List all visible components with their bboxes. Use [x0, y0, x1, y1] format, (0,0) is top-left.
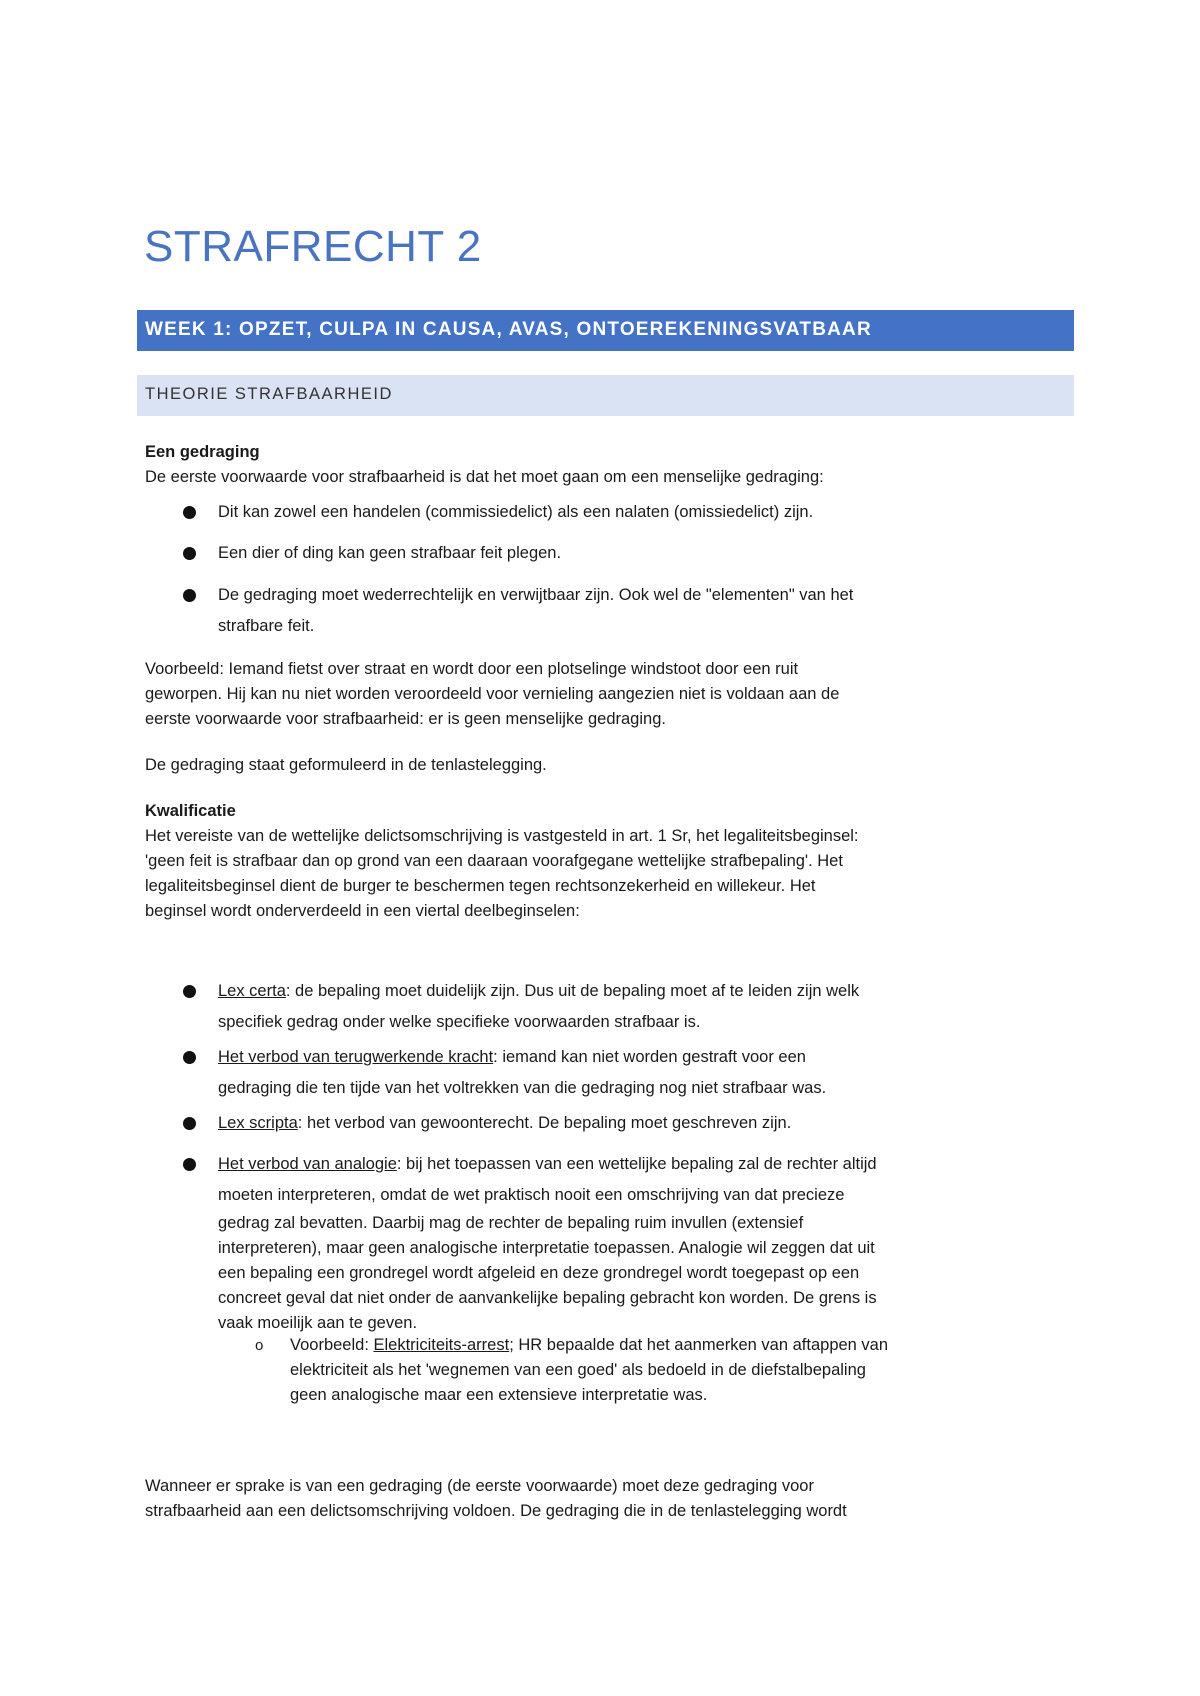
example-line: geworpen. Hij kan nu niet worden veroordeeld voor vernieling aangezien niet is voldaan aan de	[145, 685, 840, 703]
lex-certa-text-continued: specifiek gedrag onder welke specifieke voorwaarden strafbaar is.	[218, 1013, 701, 1031]
bullet-text: Een dier of ding kan geen strafbaar feit plegen.	[218, 544, 562, 562]
bullet-icon	[183, 547, 196, 560]
terugwerkende-kracht-text-continued: gedraging die ten tijde van het voltrekken van die gedraging nog niet strafbaar was.	[218, 1079, 827, 1097]
week-heading: WEEK 1: OPZET, CULPA IN CAUSA, AVAS, ONTOEREKENINGSVATBAAR	[137, 310, 1074, 351]
sub-example-line: elektriciteit als het 'wegnemen van een goed' als bedoeld in de diefstalbepaling	[290, 1361, 866, 1379]
closing-paragraph	[145, 1474, 1075, 1524]
bullet-icon	[183, 1051, 196, 1064]
lex-certa-term: Lex certa	[218, 982, 286, 1000]
analogie-line: een bepaling een grondregel wordt afgeleid en deze grondregel wordt toegepast op een	[218, 1264, 860, 1282]
kwalificatie-heading: Kwalificatie	[145, 802, 236, 820]
terugwerkende-kracht-term: Het verbod van terugwerkende kracht	[218, 1048, 494, 1066]
example-line: Voorbeeld: Iemand fietst over straat en wordt door een plotselinge windstoot door een ruit	[145, 660, 799, 678]
analogie-line: gedrag zal bevatten. Daarbij mag de rechter de bepaling ruim invullen (extensief	[218, 1214, 804, 1232]
sub-example-line: geen analogische maar een extensieve interpretatie was.	[290, 1386, 708, 1404]
bullet-icon	[183, 1158, 196, 1171]
kwalificatie-line: legaliteitsbeginsel dient de burger te beschermen tegen rechtsonzekerheid en willekeur. Het	[145, 877, 816, 895]
lex-certa-text: : de bepaling moet duidelijk zijn. Dus uit de bepaling moet af te leiden zijn welk	[285, 982, 860, 1000]
lex-scripta-text: : het verbod van gewoonterecht. De bepaling moet geschreven zijn.	[297, 1114, 792, 1132]
analogie-text: : bij het toepassen van een wettelijke bepaling zal de rechter altijd	[396, 1155, 877, 1173]
tenlastelegging-paragraph	[145, 753, 1075, 778]
tenlastelegging-text: De gedraging staat geformuleerd in de tenlastelegging.	[145, 756, 547, 774]
analogie-term: Het verbod van analogie	[218, 1155, 397, 1173]
kwalificatie-line: 'geen feit is strafbaar dan op grond van een daaraan voorafgegane wettelijke strafbepaling'. Het	[145, 852, 843, 870]
gedraging-intro: De eerste voorwaarde voor strafbaarheid is dat het moet gaan om een menselijke gedraging:	[145, 468, 824, 486]
gedraging-example	[145, 657, 1075, 732]
analogie-line: interpreteren), maar geen analogische interpretatie toepassen. Analogie wil zeggen dat uit	[218, 1239, 875, 1257]
bullet-icon	[183, 1117, 196, 1130]
section-heading: THEORIE STRAFBAARHEID	[137, 375, 1074, 416]
kwalificatie-line: Het vereiste van de wettelijke delictsomschrijving is vastgesteld in art. 1 Sr, het legaliteitsbeginsel:	[145, 827, 859, 845]
elektriciteits-arrest-term: Elektriciteits-arrest	[373, 1336, 510, 1354]
sub-example-prefix: Voorbeeld:	[290, 1336, 374, 1354]
bullet-icon	[183, 506, 196, 519]
sub-example-text: ; HR bepaalde dat het aanmerken van aftappen van	[509, 1336, 889, 1354]
gedraging-intro-block	[145, 440, 1075, 490]
document-title: STRAFRECHT 2	[144, 222, 482, 271]
sub-bullet-marker: o	[255, 1337, 264, 1354]
closing-line: strafbaarheid aan een delictsomschrijving voldoen. De gedraging die in de tenlastelegging wordt	[145, 1502, 847, 1520]
bullet-text: Dit kan zowel een handelen (commissiedelict) als een nalaten (omissiedelict) zijn.	[218, 503, 814, 521]
bullet-icon	[183, 589, 196, 602]
gedraging-heading: Een gedraging	[145, 443, 260, 461]
example-line: eerste voorwaarde voor strafbaarheid: er is geen menselijke gedraging.	[145, 710, 666, 728]
kwalificatie-line: beginsel wordt onderverdeeld in een viertal deelbeginselen:	[145, 902, 580, 920]
bullet-text: De gedraging moet wederrechtelijk en verwijtbaar zijn. Ook wel de "elementen" van het	[218, 586, 854, 604]
closing-line: Wanneer er sprake is van een gedraging (de eerste voorwaarde) moet deze gedraging voor	[145, 1477, 814, 1495]
analogie-line: concreet geval dat niet onder de aanvankelijke bepaling gebracht kon worden. De grens is	[218, 1289, 877, 1307]
analogie-line: moeten interpreteren, omdat de wet praktisch nooit een omschrijving van dat precieze	[218, 1186, 845, 1204]
bullet-icon	[183, 985, 196, 998]
lex-scripta-term: Lex scripta	[218, 1114, 298, 1132]
bullet-text-continued: strafbare feit.	[218, 617, 315, 635]
kwalificatie-block	[145, 799, 1075, 924]
analogie-line: vaak moeilijk aan te geven.	[218, 1314, 418, 1332]
terugwerkende-kracht-text: : iemand kan niet worden gestraft voor een	[493, 1048, 806, 1066]
